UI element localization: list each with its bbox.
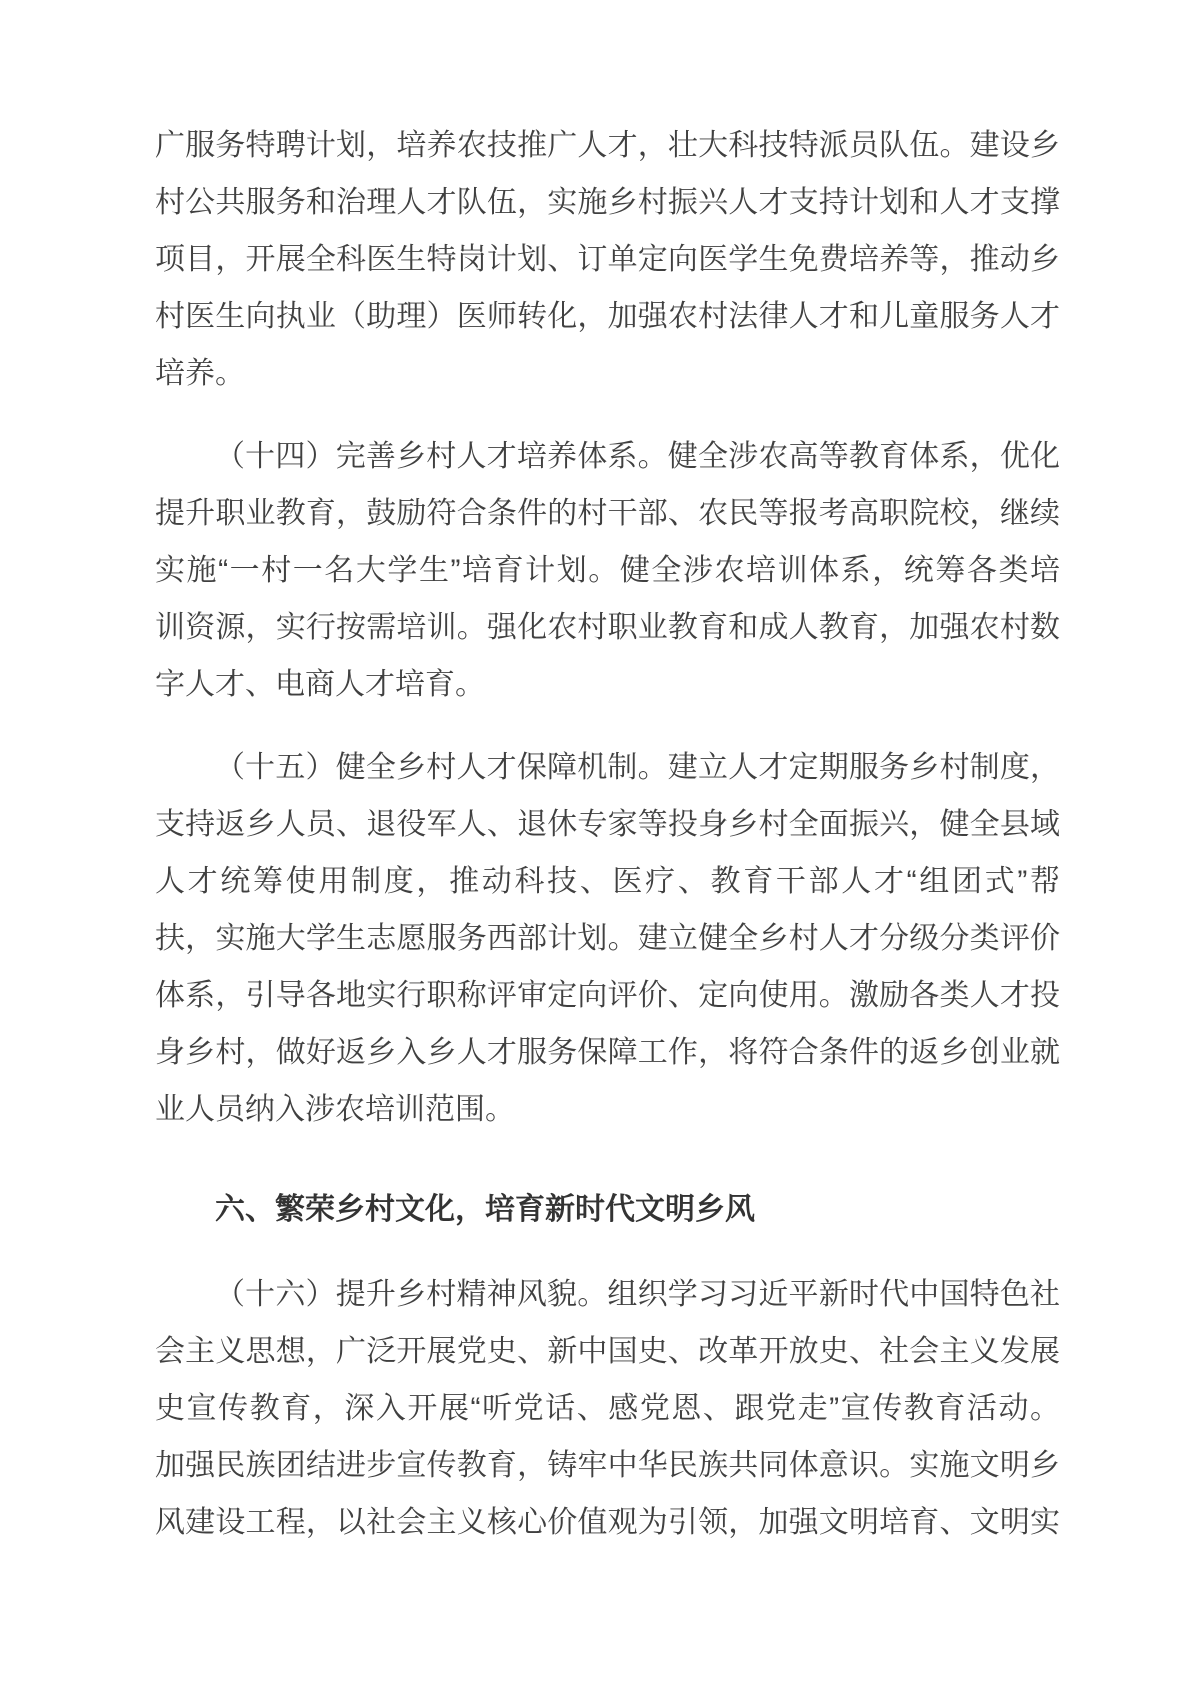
text-line: 身乡村，做好返乡入乡人才服务保障工作，将符合条件的返乡创业就	[155, 1036, 1060, 1069]
text-line: （十四）完善乡村人才培养体系。健全涉农高等教育体系，优化	[215, 440, 1060, 473]
paragraph	[155, 739, 1060, 1138]
document-content	[155, 117, 1060, 1551]
text-line: 史宣传教育，深入开展“听党话、感党恩、跟党走”宣传教育活动。	[155, 1392, 1060, 1425]
text-line: （十五）健全乡村人才保障机制。建立人才定期服务乡村制度，	[215, 751, 1060, 784]
text-line: 加强民族团结进步宣传教育，铸牢中华民族共同体意识。实施文明乡	[155, 1449, 1060, 1482]
text-line: 扶，实施大学生志愿服务西部计划。建立健全乡村人才分级分类评价	[155, 922, 1060, 955]
text-line: 业人员纳入涉农培训范围。	[155, 1093, 515, 1126]
text-line: 支持返乡人员、退役军人、退休专家等投身乡村全面振兴，健全县域	[155, 808, 1060, 841]
text-line: 项目，开展全科医生特岗计划、订单定向医学生免费培养等，推动乡	[155, 243, 1060, 276]
text-line: 字人才、电商人才培育。	[155, 668, 485, 701]
paragraph	[155, 428, 1060, 713]
section-heading	[155, 1181, 1060, 1238]
text-line: （十六）提升乡村精神风貌。组织学习习近平新时代中国特色社	[215, 1278, 1060, 1311]
text-line: 村医生向执业（助理）医师转化，加强农村法律人才和儿童服务人才	[155, 300, 1060, 333]
text-line: 村公共服务和治理人才队伍，实施乡村振兴人才支持计划和人才支撑	[155, 186, 1060, 219]
text-line: 人才统筹使用制度，推动科技、医疗、教育干部人才“组团式”帮	[155, 865, 1060, 898]
text-line: 六、繁荣乡村文化，培育新时代文明乡风	[215, 1193, 755, 1226]
paragraph	[155, 117, 1060, 402]
paragraph	[155, 1266, 1060, 1551]
text-line: 提升职业教育，鼓励符合条件的村干部、农民等报考高职院校，继续	[155, 497, 1060, 530]
text-line: 训资源，实行按需培训。强化农村职业教育和成人教育，加强农村数	[155, 611, 1060, 644]
text-line: 实施“一村一名大学生”培育计划。健全涉农培训体系，统筹各类培	[155, 554, 1060, 587]
text-line: 体系，引导各地实行职称评审定向评价、定向使用。激励各类人才投	[155, 979, 1060, 1012]
text-line: 风建设工程，以社会主义核心价值观为引领，加强文明培育、文明实	[155, 1506, 1060, 1539]
text-line: 会主义思想，广泛开展党史、新中国史、改革开放史、社会主义发展	[155, 1335, 1060, 1368]
text-line: 培养。	[155, 357, 245, 390]
text-line: 广服务特聘计划，培养农技推广人才，壮大科技特派员队伍。建设乡	[155, 129, 1060, 162]
